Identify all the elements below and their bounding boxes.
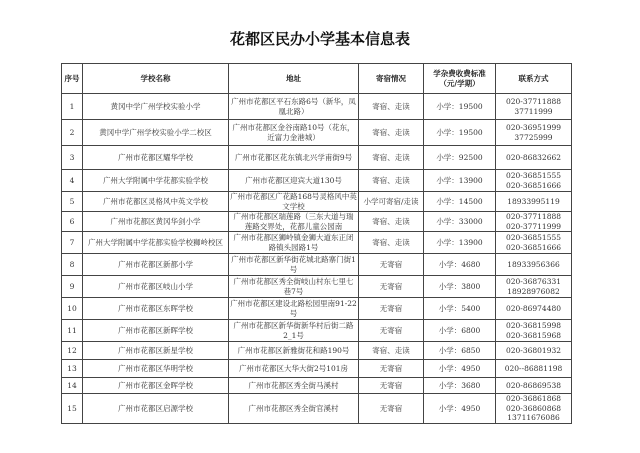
cell-boarding: 寄宿、走读 [359, 212, 424, 232]
page-title: 花都区民办小学基本信息表 [229, 30, 410, 48]
table-row [62, 146, 572, 170]
cell-boarding: 寄宿、走读 [359, 94, 424, 120]
cell-boarding: 无寄宿 [359, 320, 424, 342]
cell-school-name: 广州市花都区华明学校 [83, 360, 229, 378]
cell-boarding: 无寄宿 [359, 378, 424, 394]
cell-contact: 020-37711888 37711999 [496, 94, 572, 120]
cell-index: 8 [62, 254, 83, 276]
cell-tuition: 小学：5400 [424, 298, 496, 320]
cell-address: 广州市花都区平石东路6号（新华，凤凰北路） [229, 94, 359, 120]
cell-contact: 020-86974480 [496, 298, 572, 320]
cell-school-name: 广州市花都区新都小学 [83, 254, 229, 276]
cell-address: 广州市花都区金谷南路10号（花东，近富力金港城） [229, 120, 359, 146]
cell-address: 广州市花都区瑞莲路（三东大道与瑞莲路交界处，花都儿童公园南 [229, 212, 359, 232]
cell-address: 广州市花都区秀全街岐山村东七里七巷7号 [229, 276, 359, 298]
cell-boarding: 寄宿、走读 [359, 120, 424, 146]
table-row [62, 170, 572, 192]
table-row [62, 94, 572, 120]
cell-address: 广州市花都区广花路168号灵格风中英文学校 [230, 192, 357, 211]
cell-contact: 18933956366 [496, 254, 572, 276]
cell-contact: 020-36951999 37725999 [496, 120, 572, 146]
cell-index: 7 [62, 232, 83, 254]
cell-contact: 020-86869538 [496, 378, 572, 394]
cell-tuition: 小学：19500 [424, 94, 496, 120]
table-row [62, 378, 572, 394]
header-tuition: 学杂费收费标准（元/学期） [424, 64, 496, 94]
cell-address: 广州市花都区秀全街官溪村 [229, 394, 359, 424]
table-row [62, 192, 572, 212]
cell-address: 广州市花都区建设北路松园里南91-22号 [230, 299, 357, 318]
cell-school-name: 广州市花都区新晖学校 [83, 320, 229, 342]
cell-index: 1 [62, 94, 83, 120]
table-row [62, 360, 572, 378]
cell-tuition: 小学：4680 [424, 254, 496, 276]
cell-index: 13 [62, 360, 83, 378]
cell-school-name: 黄冈中学广州学校实验小学二校区 [83, 120, 229, 146]
cell-index: 6 [62, 212, 83, 232]
cell-address: 广州市花都区秀全街马溪村 [229, 378, 359, 394]
cell-address: 广州市花都区迎宾大道130号 [229, 170, 359, 192]
cell-address: 广州市花都区狮岭镇金狮大道东正闭路镇头园路1号 [229, 232, 359, 254]
cell-boarding: 无寄宿 [359, 360, 424, 378]
cell-tuition: 小学：3800 [424, 276, 496, 298]
table-row [62, 212, 572, 232]
cell-contact: 020-36861868 020-36860868 13711676086 [496, 394, 572, 424]
cell-tuition: 小学：6850 [424, 342, 496, 360]
cell-school-name: 黄冈中学广州学校实验小学 [83, 94, 229, 120]
table-row [62, 120, 572, 146]
cell-boarding: 寄宿、走读 [359, 342, 424, 360]
cell-index: 11 [62, 320, 83, 342]
cell-contact: 020-36801932 [496, 342, 572, 360]
cell-contact: 020-36815998 020-36815968 [496, 320, 572, 342]
table-row [62, 276, 572, 298]
cell-school-name: 广州大学附属中学花都实验学校 [83, 170, 229, 192]
cell-address: 广州市花都区大华大街2号101房 [229, 360, 359, 378]
school-info-table [61, 63, 572, 424]
cell-school-name: 广州市花都区岐山小学 [83, 276, 229, 298]
cell-address: 广州市花都区新华街花城北路寨门街1号 [229, 254, 359, 276]
cell-school-name: 广州大学附属中学花都实验学校狮岭校区 [83, 232, 229, 254]
header-boarding: 寄宿情况 [359, 64, 424, 94]
cell-index: 2 [62, 120, 83, 146]
cell-index: 10 [62, 298, 83, 320]
cell-address: 广州市花都区新雅街花和路190号 [229, 342, 359, 360]
cell-tuition: 小学：4950 [424, 360, 496, 378]
cell-boarding: 寄宿、走读 [359, 232, 424, 254]
cell-contact: 020-36851555 020-36851666 [496, 170, 572, 192]
cell-school-name: 广州市花都区黄冈华剑小学 [83, 212, 229, 232]
cell-tuition: 小学：92500 [424, 146, 496, 170]
cell-contact: 020-36876331 18928976082 [496, 276, 572, 298]
header-index: 序号 [62, 64, 83, 94]
cell-index: 15 [62, 394, 83, 424]
cell-index: 3 [62, 146, 83, 170]
cell-boarding: 无寄宿 [359, 276, 424, 298]
header-school-name: 学校名称 [83, 64, 229, 94]
header-address: 地址 [229, 64, 359, 94]
cell-contact: 020-86832662 [496, 146, 572, 170]
cell-tuition: 小学：4950 [424, 394, 496, 424]
cell-school-name: 广州市花都区耀华学校 [83, 146, 229, 170]
cell-tuition: 小学：6800 [424, 320, 496, 342]
cell-index: 14 [62, 378, 83, 394]
table-row [62, 232, 572, 254]
table-row [62, 298, 572, 320]
cell-contact: 020-37711888 020-37711999 [496, 212, 572, 232]
table-row [62, 394, 572, 424]
cell-school-name: 广州市花都区东晖学校 [83, 298, 229, 320]
cell-school-name: 广州市花都区启源学校 [83, 394, 229, 424]
cell-tuition: 小学：3680 [424, 378, 496, 394]
cell-boarding: 寄宿、走读 [359, 170, 424, 192]
cell-index: 9 [62, 276, 83, 298]
cell-boarding: 寄宿、走读 [359, 146, 424, 170]
cell-tuition: 小学：13900 [424, 170, 496, 192]
cell-index: 4 [62, 170, 83, 192]
cell-index: 5 [62, 192, 83, 212]
header-contact: 联系方式 [496, 64, 572, 94]
table-header-row [62, 64, 572, 94]
cell-tuition: 小学：14500 [424, 192, 496, 212]
cell-address: 广州市花都区新华街新华村后街二路2_1号 [229, 320, 359, 342]
table-row [62, 320, 572, 342]
cell-school-name: 广州市花都区金晖学校 [83, 378, 229, 394]
cell-contact: 020--86881198 [496, 360, 572, 378]
cell-school-name: 广州市花都区灵格风中英文学校 [83, 192, 229, 212]
cell-address: 广州市花都区花东镇北兴学甫街9号 [229, 146, 359, 170]
cell-tuition: 小学：13900 [424, 232, 496, 254]
cell-contact: 18933995119 [496, 192, 572, 212]
cell-boarding: 小学可寄宿/走读 [359, 192, 424, 212]
cell-boarding: 无寄宿 [359, 254, 424, 276]
cell-contact: 020-36851555 020-36851666 [496, 232, 572, 254]
cell-index: 12 [62, 342, 83, 360]
cell-boarding: 无寄宿 [359, 298, 424, 320]
table-row [62, 254, 572, 276]
cell-school-name: 广州市花都区新星学校 [83, 342, 229, 360]
cell-boarding: 无寄宿 [359, 394, 424, 424]
table-row [62, 342, 572, 360]
cell-tuition: 小学：19500 [424, 120, 496, 146]
cell-tuition: 小学：33000 [424, 212, 496, 232]
